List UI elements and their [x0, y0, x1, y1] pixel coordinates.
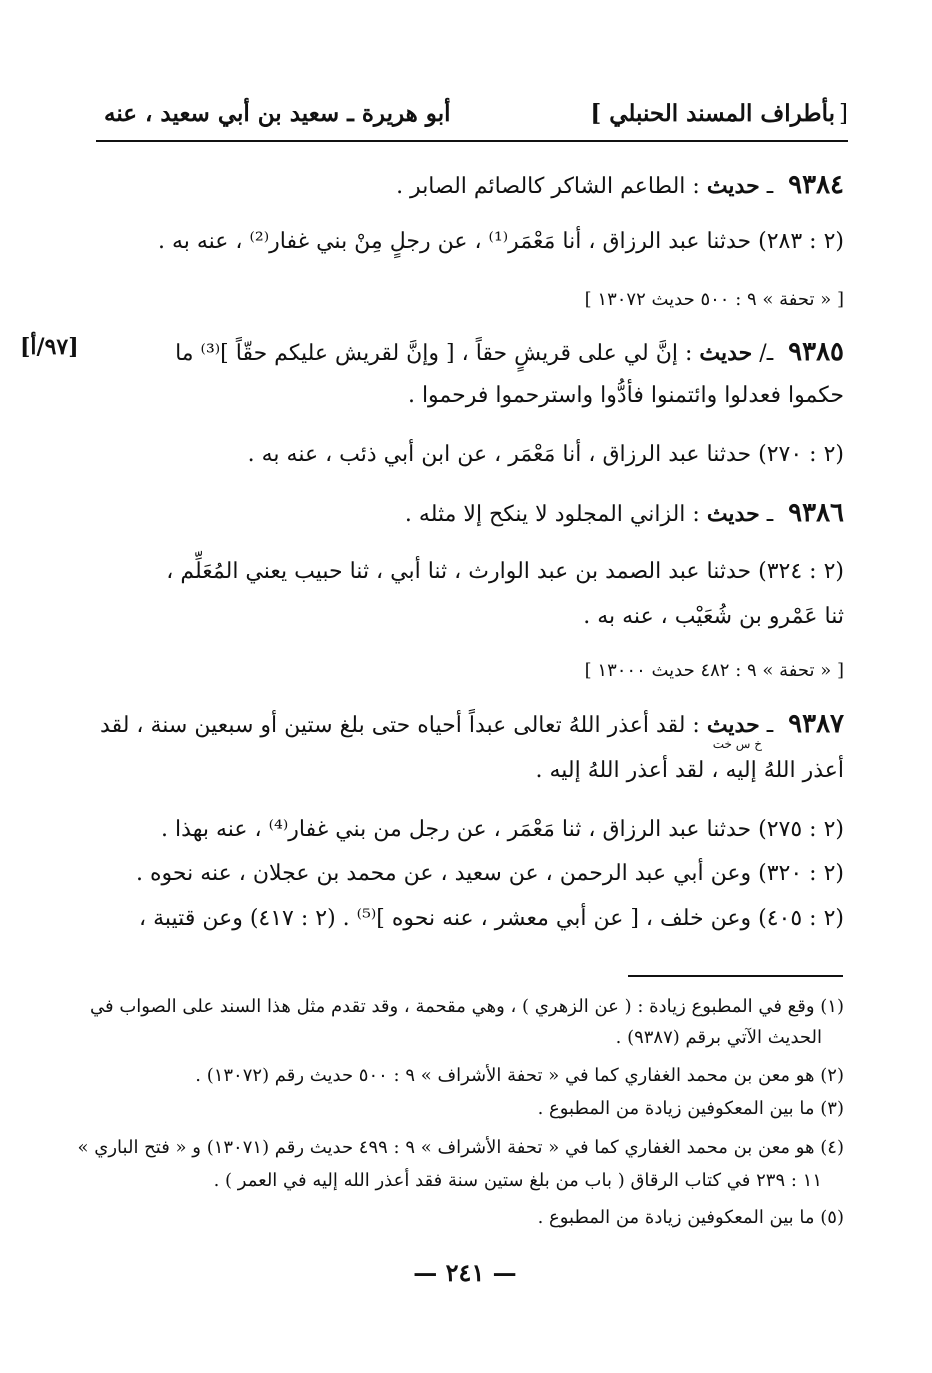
hadith-9387-text-cont: أعذر اللهُ إليه ، لقد أعذر اللهُ إليه . [535, 758, 844, 783]
hadith-number: ٩٣٨٧ [788, 709, 844, 739]
hadith-keyword: حديث [699, 340, 753, 366]
hadith-separator: ـ/ [759, 341, 774, 366]
hadith-9385-chain: (٢ : ٢٧٠) حدثنا عبد الرزاق ، أنا مَعْمَر ، عن ابن أبي ذئب ، عنه به . [247, 442, 844, 467]
hadith-text: : إنَّ لي على قريشٍ حقاً ، [ وإنَّ لقريش عليكم حقّاً ]⁽³⁾ ما [175, 341, 693, 366]
hadith-separator: ـ [766, 502, 774, 527]
footnote-divider [628, 975, 843, 977]
footnote-4: (٤) هو معن بن محمد الغفاري كما في « تحفة الأشراف » ٩ : ٤٩٩ حديث رقم (١٣٠٧١) و « فتح الباري » [77, 1137, 844, 1158]
hadith-keyword: حديث [706, 501, 760, 527]
hadith-keyword: حديث [706, 712, 760, 738]
hadith-9385-heading [175, 337, 844, 369]
hadith-9385-text-cont: حكموا فعدلوا وائتمنوا فأدُّوا واسترحموا فرحموا . [407, 383, 844, 408]
footnote-2: (٢) هو معن بن محمد الغفاري كما في « تحفة الأشراف » ٩ : ٥٠٠ حديث رقم (١٣٠٧٢) . [195, 1065, 844, 1086]
hadith-9384-chain: (٢ : ٢٨٣) حدثنا عبد الرزاق ، أنا مَعْمَر⁽¹⁾ ، عن رجلٍ مِنْ بني غفار⁽²⁾ ، عنه به . [157, 229, 844, 254]
header-book-title [590, 100, 848, 127]
header-book-title-text: بأطراف المسند الحنبلي ] [590, 100, 836, 127]
hadith-9386-chain-cont: ثنا عَمْرو بن شُعَيْب ، عنه به . [583, 604, 844, 629]
header-divider [96, 140, 848, 142]
hadith-9387-chain-3: (٢ : ٤٠٥) وعن خلف ، [ عن أبي معشر ، عنه نحوه ]⁽⁵⁾ . (٢ : ٤١٧) وعن قتيبة ، [139, 906, 844, 931]
running-header [96, 96, 848, 132]
hadith-text: : الطاعم الشاكر كالصائم الصابر . [396, 174, 700, 199]
hadith-separator: ـ [766, 713, 774, 738]
hadith-9386-tuhfa-ref: [ « تحفة » ٩ : ٤٨٢ حديث ١٣٠٠٠ ] [584, 660, 844, 681]
hadith-9387-chain-1: (٢ : ٢٧٥) حدثنا عبد الرزاق ، ثنا مَعْمَر ، عن رجل من بني غفار⁽⁴⁾ ، عنه بهذا . [161, 817, 844, 842]
header-chapter-title: أبو هريرة ـ سعيد بن أبي سعيد ، عنه [104, 100, 451, 127]
hadith-number: ٩٣٨٥ [788, 337, 844, 367]
footnote-1: (١) وقع في المطبوع زيادة : ( عن الزهري ) ، وهي مقحمة ، وقد تقدم مثل هذا السند على الصواب في [89, 996, 844, 1017]
hadith-separator: ـ [766, 174, 774, 199]
header-bracket: [ [839, 101, 848, 127]
page-number: — ٢٤١ — [413, 1258, 517, 1287]
hadith-9387-chain-2: (٢ : ٣٢٠) وعن أبي عبد الرحمن ، عن سعيد ، عن محمد بن عجلان ، عنه نحوه . [136, 861, 844, 886]
hadith-9387-sigla: خ س خت [712, 737, 762, 751]
hadith-9386-chain: (٢ : ٣٢٤) حدثنا عبد الصمد بن عبد الوارث ، ثنا أبي ، ثنا حبيب يعني المُعَلِّم ، [166, 559, 844, 584]
hadith-keyword: حديث [706, 173, 760, 199]
footnote-4-cont: ١١ : ٢٣٩ في كتاب الرقاق ( باب من بلغ ستين سنة فقد أعذر الله إليه في العمر ) . [213, 1170, 822, 1191]
margin-folio-ref: [٩٧/أ] [20, 334, 79, 360]
footnote-5: (٥) ما بين المعكوفين زيادة من المطبوع . [537, 1207, 844, 1228]
hadith-number: ٩٣٨٤ [788, 170, 844, 200]
hadith-9384-tuhfa-ref: [ « تحفة » ٩ : ٥٠٠ حديث ١٣٠٧٢ ] [584, 289, 844, 310]
footnote-1-cont: الحديث الآتي برقم (٩٣٨٧) . [615, 1027, 822, 1048]
hadith-number: ٩٣٨٦ [788, 498, 844, 528]
hadith-text: : لقد أعذر اللهُ تعالى عبداً أحياه حتى بلغ ستين أو سبعين سنة ، لقد [100, 713, 700, 738]
hadith-text: : الزاني المجلود لا ينكح إلا مثله . [404, 502, 700, 527]
hadith-9384-heading [396, 170, 844, 202]
hadith-9386-heading [405, 498, 844, 530]
footnote-3: (٣) ما بين المعكوفين زيادة من المطبوع . [537, 1098, 844, 1119]
